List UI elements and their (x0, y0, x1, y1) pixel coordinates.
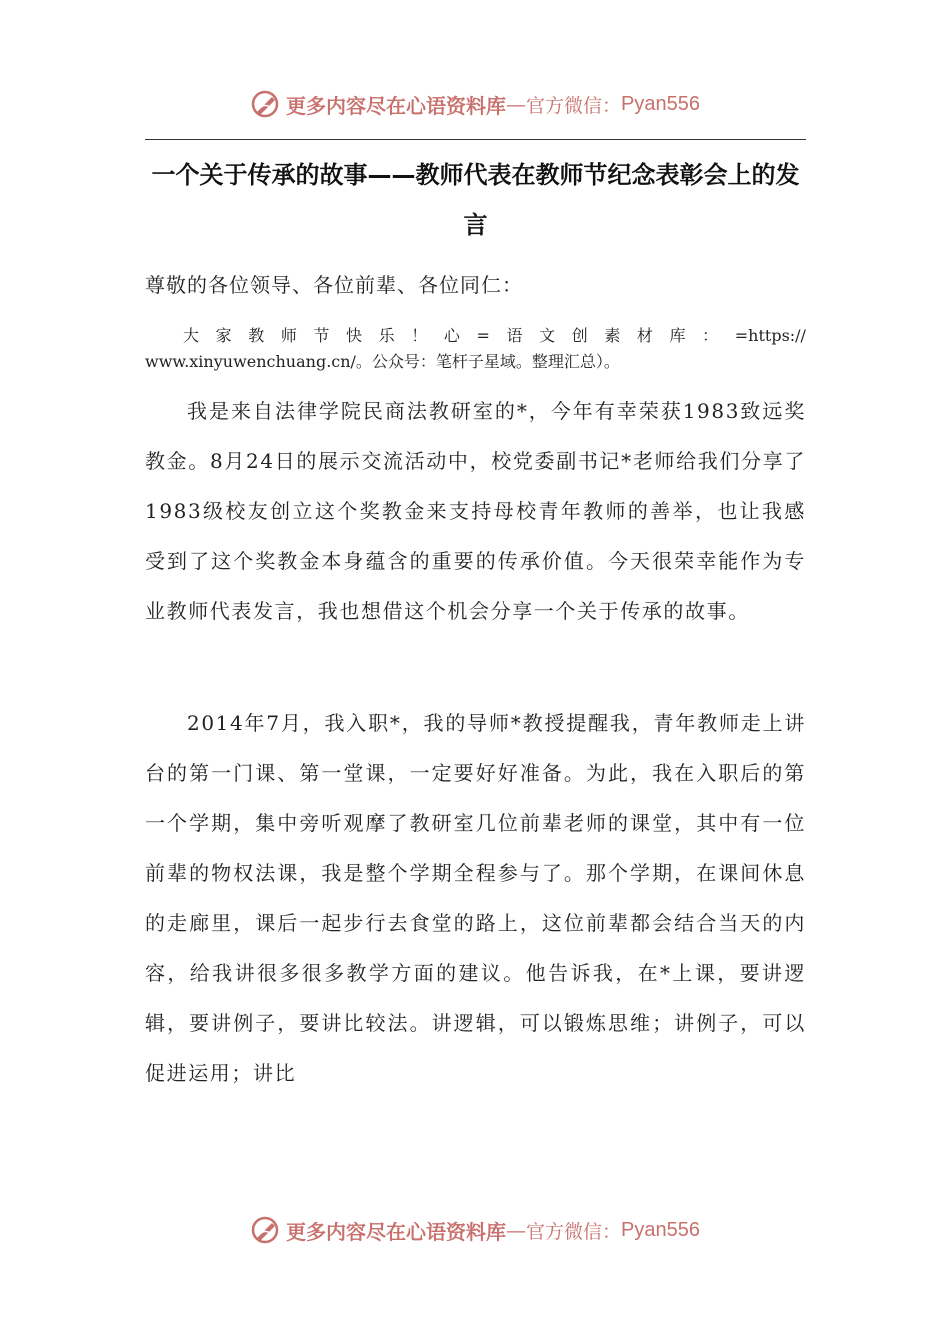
note-char: 家 (215, 326, 232, 345)
note-char: 快 (346, 326, 363, 345)
banner-separator: — (506, 1218, 526, 1242)
banner-wechat-id: Pyan556 (621, 1218, 700, 1241)
pen-circle-logo-icon (250, 89, 280, 119)
note-char: 心 (443, 326, 460, 345)
source-note (145, 323, 806, 375)
pen-circle-logo-icon (250, 1215, 280, 1245)
note-char: 库 (669, 326, 686, 345)
document-title: 一个关于传承的故事——教师代表在教师节纪念表彰会上的发言 (151, 161, 800, 239)
note-char: 文 (539, 326, 556, 345)
note-char: 素 (604, 326, 621, 345)
note-char: 师 (280, 326, 297, 345)
note-char: ： (702, 326, 719, 345)
paragraph-2: 2014年7月，我入职*，我的导师*教授提醒我，青年教师走上讲台的第一门课、第一堂课，一定要好好准备。为此，我在入职后的第一个学期，集中旁听观摩了教研室几位前辈老师的课堂，其中有一位前辈的物权法课，我是整个学期全程参与了。那个学期，在课间休息的走廊里，课后一起步行去食堂的路上，这位前辈都会结合当天的内容，给我讲很多很多教学方面的建议。他告诉我，在*上课，要讲逻辑，要讲例子，要讲比较法。讲逻辑，可以锻炼思维；讲例子，可以促进运用；讲比 (145, 711, 806, 1085)
note-char: 大 (183, 326, 200, 345)
banner-label: 官方微信： (526, 94, 622, 117)
footer-banner (0, 1210, 950, 1250)
note-char: =https:// (734, 326, 806, 345)
greeting: 尊敬的各位领导、各位前辈、各位同仁： (145, 273, 523, 297)
note-char: 节 (313, 326, 330, 345)
paragraph-1: 我是来自法律学院民商法教研室的*，今年有幸荣获1983致远奖教金。8月24日的展示交流活动中，校党委副书记*老师给我们分享了1983级校友创立这个奖教金来支持母校青年教师的善举，也让我感受到了这个奖教金本身蕴含的重要的传承价值。今天很荣幸能作为专业教师代表发言，我也想借这个机会分享一个关于传承的故事。 (145, 399, 806, 623)
banner-separator: — (506, 92, 526, 116)
note-char: 语 (506, 326, 523, 345)
banner-brand: 更多内容尽在心语资料库 (286, 1219, 506, 1244)
note-char: 乐 (378, 326, 395, 345)
note-char: 材 (636, 326, 653, 345)
header-banner (0, 84, 950, 124)
note-char: 教 (248, 326, 265, 345)
source-note-line1 (145, 323, 806, 349)
header-divider (145, 139, 806, 140)
note-char: ！ (411, 326, 428, 345)
note-char: = (476, 326, 490, 345)
banner-wechat-id: Pyan556 (621, 92, 700, 115)
source-note-line2: www.xinyuwenchuang.cn/。公众号：笔杆子星域。整理汇总）。 (145, 352, 620, 371)
banner-label: 官方微信： (526, 1220, 622, 1243)
banner-brand: 更多内容尽在心语资料库 (286, 93, 506, 118)
note-char: 创 (571, 326, 588, 345)
